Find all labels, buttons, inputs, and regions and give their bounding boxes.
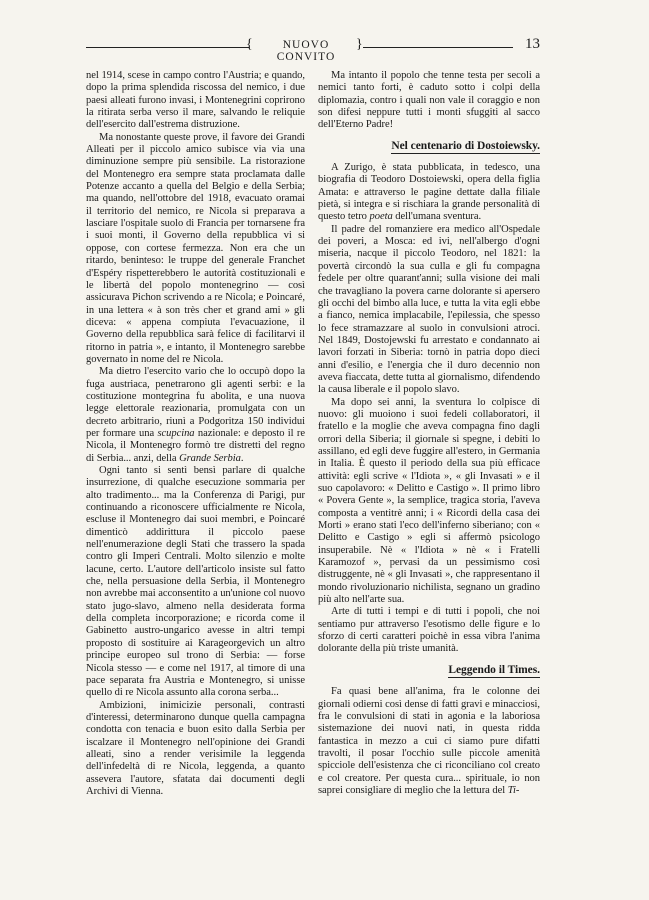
right-column: [318, 70, 540, 797]
header-ornament-left: {: [246, 37, 253, 52]
paragraph: Arte di tutti i tempi e di tutti i popoli, che noi sentiamo pur attraverso l'esotismo delle figure e lo sforzo di certi caratteri poichè in essa vibra l'anima dolorante della più triste umanità.: [318, 606, 540, 655]
paragraph-text: .: [240, 452, 244, 464]
italic-term: scupcina: [157, 427, 195, 439]
header-rule-right: [363, 47, 513, 48]
paragraph: Il padre del romanziere era medico all'Ospedale dei poveri, a Mosca: ed ivi, nell'albergo d'ogni miseria, nacque il piccolo Teodoro, nel 1821: la povertà circondò la sua culla e gli fu compagna fedele per oltre quarant'anni; sulla visione dei mali che travagliano la povera carne dolorante si apersero gli occhi del bimbo alla luce, e tutta la vita egli ebbe a fianco, nemica implacabile, l'epilessia, che spesso lo fece stramazzare al suolo in convulsioni atroci. Nel 1849, Dostojewski fu arrestato e condannato ai lavori forzati in Siberia: tornò in patria dopo dieci anni d'esilio, e l'energia che il duro decennio non aveva fiaccata, dette tutta al giornalismo, difendendo la causa liberale e il popolo slavo.: [318, 223, 540, 396]
header-ornament-right: }: [356, 37, 363, 52]
paragraph-text: dell'umana sventura.: [392, 211, 482, 223]
page-number: 13: [525, 36, 540, 52]
italic-term: poeta: [369, 211, 393, 223]
page-header: [86, 34, 540, 62]
section-heading-times: [318, 664, 540, 676]
paragraph-text: Fa quasi bene all'anima, fra le colonne dei giornali odierni così dense di fatti gravi e minacciosi, fra le convulsioni di stati in agonia e la laboriosa sistemazione dei nuovi nati, in questa ridda fantastica in mezzo a cui ci siamo pure difatti travolti, il posar l'occhio sulle piccole amenità spicciole dell'esistenza che ci riconciliano col creato e col creatore. Per questa cura... spirituale, io non saprei consigliare di meglio che la lettura del: [318, 686, 540, 796]
paragraph: [318, 686, 540, 797]
paragraph: nel 1914, scese in campo contro l'Austria; e quando, dopo la prima splendida riscossa del nemico, i due paesi alleati furono invasi, i Montenegrini coprirono la ritirata serba verso il mare, salvando le reliquie dell'esercito dall'estrema distruzione.: [86, 70, 305, 131]
paragraph-text: A Zurigo, è stata pubblicata, in tedesco, una biografia di Teodoro Dostoiewski, opera della figlia Amata: e attraverso le pagine dettate dalla filiale pietà, si integra e si rischiara la grande personalità di questo tetro: [318, 162, 540, 223]
left-column: [86, 70, 305, 798]
paragraph: Ogni tanto si sentì bensì parlare di qualche insurrezione, di qualche esecuzione sommaria per alto tradimento... ma la Conferenza di Parigi, pur continuando a riconoscere ufficialmente re Nicola, escluse il Montenegro dai suoi membri, e Poincaré dimenticò addirittura il piccolo paese nell'enumerazione degli Stati che trassero la spada contro gli Imperi Centrali. Molto silenzio e molte lacune, certo. L'autore dell'articolo insiste sul fatto che, nella persuasione della Serbia, il Montenegro non avrebbe mai acconsentito a un'unione col nuovo stato jugo-slavo, almeno nella desiderata forma della completa incorporazione; e ricorda come il Gabinetto austro-ungarico avesse in altri tempi proposto di sostituire ai Karageorgevich un altro principe europeo sul trono di Serbia: — forse Nicola stesso — e come nel 1917, al timore di una pace separata fra Austria e Montenegro, si unisse quello di re Nicola assunto alla corona serba...: [86, 465, 305, 699]
section-title: Leggendo il Times.: [448, 663, 540, 676]
section-heading-dostoiewsky: [318, 140, 540, 152]
paragraph: [318, 162, 540, 224]
paragraph: Ambizioni, inimicizie personali, contrasti d'interessi, determinarono dunque quella campagna condotta con tenacia e buon esito dalla Serbia per iscalzare il Montenegro nell'opinione dei Grandi alleati, sino a render verisimile la leggenda dell'infedeltà di re Nicola, leggenda, a quanto assevera l'autore, sfatata dai documenti degli Archivi di Vienna.: [86, 699, 305, 797]
paragraph-text: nazionale: e deposto il re Nicola, il Montenegro formò tre distretti del regno di Serbia... anzi, della: [86, 427, 305, 464]
paragraph: [86, 366, 305, 465]
paragraph: Ma intanto il popolo che tenne testa per secoli a nemici tanto forti, è caduto sotto i colpi della diplomazia, contro i quali non vale il coraggio e non son difesi neppure tutti i monti sfuggiti al sacco dell'Eterno Padre!: [318, 70, 540, 131]
section-title: Nel centenario di Dostoiewsky.: [391, 139, 540, 152]
journal-title: NUOVO CONVITO: [276, 39, 336, 63]
italic-term: Ti-: [507, 784, 520, 796]
header-rule-left: [86, 47, 249, 48]
paragraph-text: Ma dietro l'esercito vario che lo occupò dopo la fuga austriaca, penetrarono gli agenti serbi: e la costituzione montegrina fu abolita, e una nuova legge elettorale reazionaria, promulgata con un decreto arbitrario, riunì a Podgoritza 150 individui per formare una: [86, 366, 305, 439]
italic-term: Grande Serbia: [179, 452, 241, 464]
paragraph: Ma dopo sei anni, la sventura lo colpisce di nuovo: gli muoiono i suoi fedeli collaboratori, il fratello e la moglie che aveva compagna fino dagli orrori della Siberia; il giornale si spegne, i debiti lo assillano, ed egli deve fuggire all'estero, in Germania in Italia. È questo il periodo della sua più efficace attività: egli scrive « l'Idiota », « gli Invasati » e il suo capolavoro: « Delitto e Castigo ». Il primo libro « Povera Gente », la semplice, tragica storia, l'aveva composta a ventitrè anni; i « Ricordi della casa dei Morti » erano stati l'eco dell'inferno siberiano; con « Delitto e Castigo » egli si affermò psicologo insuperabile. Nè « l'Idiota » nè « i Fratelli Karamozof », pervasi da un pessimismo così distruggente, nè « gli Invasati », che rappresentano il mondo rivoluzionario nichilista, segnano un gradino più alto nell'arte sua.: [318, 396, 540, 606]
paragraph: Ma nonostante queste prove, il favore dei Grandi Alleati per il piccolo amico subisce via via una diminuzione sempre più sensibile. La ristorazione del Montenegro era sempre stata proclamata dalle Potenze accanto a quella del Belgio e della Serbia; ma quando, nell'ottobre del 1918, evacuato oramai il territorio del nemico, re Nicola si preparava a lasciare l'ospitale suolo di Francia per tornarsene fra i suoi monti, il Governo della repubblica vi si oppose, con cortese fermezza. Non era che un ritardo, beninteso: le truppe del generale Franchet d'Espéry rispetterebbero le autorità costituzionali e le libertà del popolo montenegrino — così assicurava Pichon scrivendo a re Nicola; e Poincaré, in una lettera « à son très cher et grand ami » gli diceva: « appena compiuta l'evacuazione, il Governo della repubblica sarà felice di facilitarvi il ritorno in patria », e intanto, il Montenegro sarebbe governato in nome del re Nicola.: [86, 131, 305, 365]
